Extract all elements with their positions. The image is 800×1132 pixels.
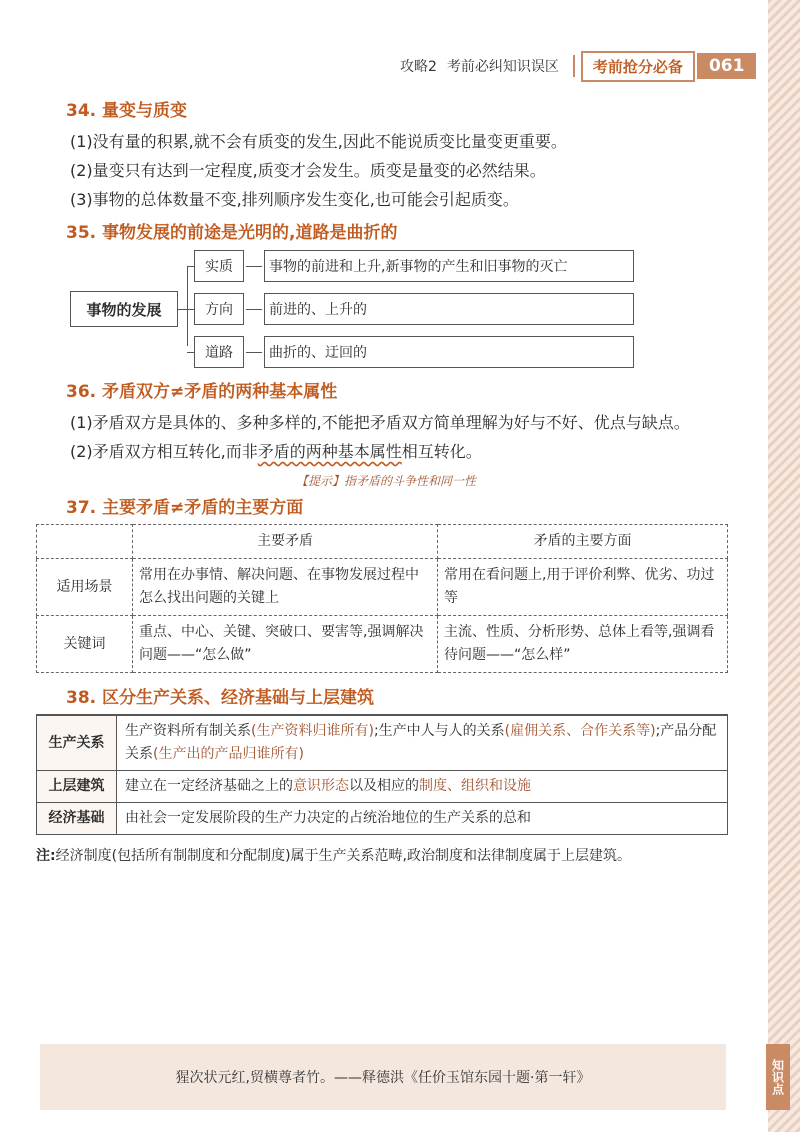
economy-table: [36, 714, 728, 835]
diagram-value: 前进的、上升的: [264, 293, 634, 325]
section-34-p1: (1)没有量的积累,就不会有质变的发生,因此不能说质变比量变更重要。: [70, 132, 567, 151]
diagram-row-essence: [187, 249, 634, 283]
page-header: [390, 50, 756, 82]
section-36-p2: [36, 437, 736, 466]
table-cell: 重点、中心、关键、突破口、要害等,强调解决问题——“怎么做”: [133, 616, 438, 673]
diagram-key: 方向: [194, 293, 244, 325]
diagram-row-path: [187, 335, 634, 369]
note-text: 经济制度(包括所有制制度和分配制度)属于生产关系范畴,政治制度和法律制度属于上层建筑。: [55, 848, 631, 864]
footnote: [36, 843, 736, 869]
note-label: 注:: [36, 848, 56, 864]
table-cell: 常用在办事情、解决问题、在事物发展过程中怎么找出问题的关键上: [133, 559, 438, 616]
table-header-row: [37, 525, 728, 559]
cell-note: (生产资料归谁所有): [251, 723, 374, 739]
cell-text: ;生产中人与人的关系: [373, 723, 505, 739]
table-row-head: 生产关系: [37, 715, 117, 771]
diagram-root: 事物的发展: [70, 291, 178, 327]
section-36-title: 36. 矛盾双方≠矛盾的两种基本属性: [66, 382, 338, 402]
cell-text: ;产品分配关系: [125, 723, 717, 762]
development-diagram: [36, 249, 736, 369]
hint-note: 【提示】指矛盾的斗争性和同一性: [295, 474, 476, 488]
header-badge: 考前抢分必备: [581, 51, 695, 82]
page-content: [36, 92, 736, 869]
cell-note: (雇佣关系、合作关系等): [504, 723, 656, 739]
table-cell: 常用在看问题上,用于评价利弊、优劣、功过等: [438, 559, 728, 616]
table-cell: 由社会一定发展阶段的生产力决定的占统治地位的生产关系的总和: [117, 803, 728, 835]
table-cell: 主流、性质、分析形势、总体上看等,强调看待问题——“怎么样”: [438, 616, 728, 673]
contradiction-table: [36, 524, 728, 673]
footer-quote: 猩次状元红,贸横尊者竹。——释德洪《任价玉馆东园十题·第一轩》: [175, 1070, 591, 1086]
table-header: [37, 525, 133, 559]
page-number: 061: [697, 53, 757, 79]
cell-note: (生产出的产品归谁所有): [153, 746, 304, 762]
table-row: [37, 616, 728, 673]
cell-note: 意识形态: [293, 778, 349, 794]
section-34-p3: (3)事物的总体数量不变,排列顺序发生变化,也可能会引起质变。: [70, 190, 519, 209]
p2-highlight: 矛盾的两种基本属性: [257, 442, 402, 461]
breadcrumb: [390, 56, 559, 76]
section-36-p1: (1)矛盾双方是具体的、多种多样的,不能把矛盾双方简单理解为好与不好、优点与缺点。: [70, 413, 690, 432]
breadcrumb-chapter: 攻略2: [400, 59, 437, 75]
cell-text: 生产资料所有制关系: [125, 723, 251, 739]
breadcrumb-section: 考前必纠知识误区: [446, 59, 559, 75]
diagram-connector: [178, 309, 187, 310]
diagram-value: 曲折的、迂回的: [264, 336, 634, 368]
section-37-title: 37. 主要矛盾≠矛盾的主要方面: [66, 498, 304, 518]
table-header: 主要矛盾: [133, 525, 438, 559]
diagram-row-direction: [187, 292, 634, 326]
section-35-title: 35. 事物发展的前途是光明的,道路是曲折的: [66, 223, 398, 243]
header-divider: [573, 55, 575, 77]
section-38-title: 38. 区分生产关系、经济基础与上层建筑: [66, 688, 375, 708]
section-34-p2: (2)量变只有达到一定程度,质变才会发生。质变是量变的必然结果。: [70, 161, 546, 180]
side-tab: 知识点: [766, 1044, 790, 1110]
p2-part-c: 相互转化。: [401, 442, 482, 461]
table-row-head: 经济基础: [37, 803, 117, 835]
table-cell: [117, 771, 728, 803]
diagram-key: 实质: [194, 250, 244, 282]
table-row: [37, 559, 728, 616]
footer-quote-band: [40, 1044, 726, 1110]
table-row-head: 关键词: [37, 616, 133, 673]
cell-note: 制度、组织和设施: [419, 778, 531, 794]
table-row-head: 适用场景: [37, 559, 133, 616]
cell-text: 建立在一定经济基础之上的: [125, 778, 293, 794]
table-cell: [117, 715, 728, 771]
p2-part-a: (2)矛盾双方相互转化,而非: [70, 442, 258, 461]
table-row: [37, 771, 728, 803]
diagram-key: 道路: [194, 336, 244, 368]
cell-text: 以及相应的: [349, 778, 419, 794]
table-header: 矛盾的主要方面: [438, 525, 728, 559]
decorative-stripe: [768, 0, 800, 1132]
table-row-head: 上层建筑: [37, 771, 117, 803]
diagram-value: 事物的前进和上升,新事物的产生和旧事物的灭亡: [264, 250, 634, 282]
table-row: [37, 803, 728, 835]
table-row: [37, 715, 728, 771]
section-34-title: 34. 量变与质变: [66, 101, 188, 121]
